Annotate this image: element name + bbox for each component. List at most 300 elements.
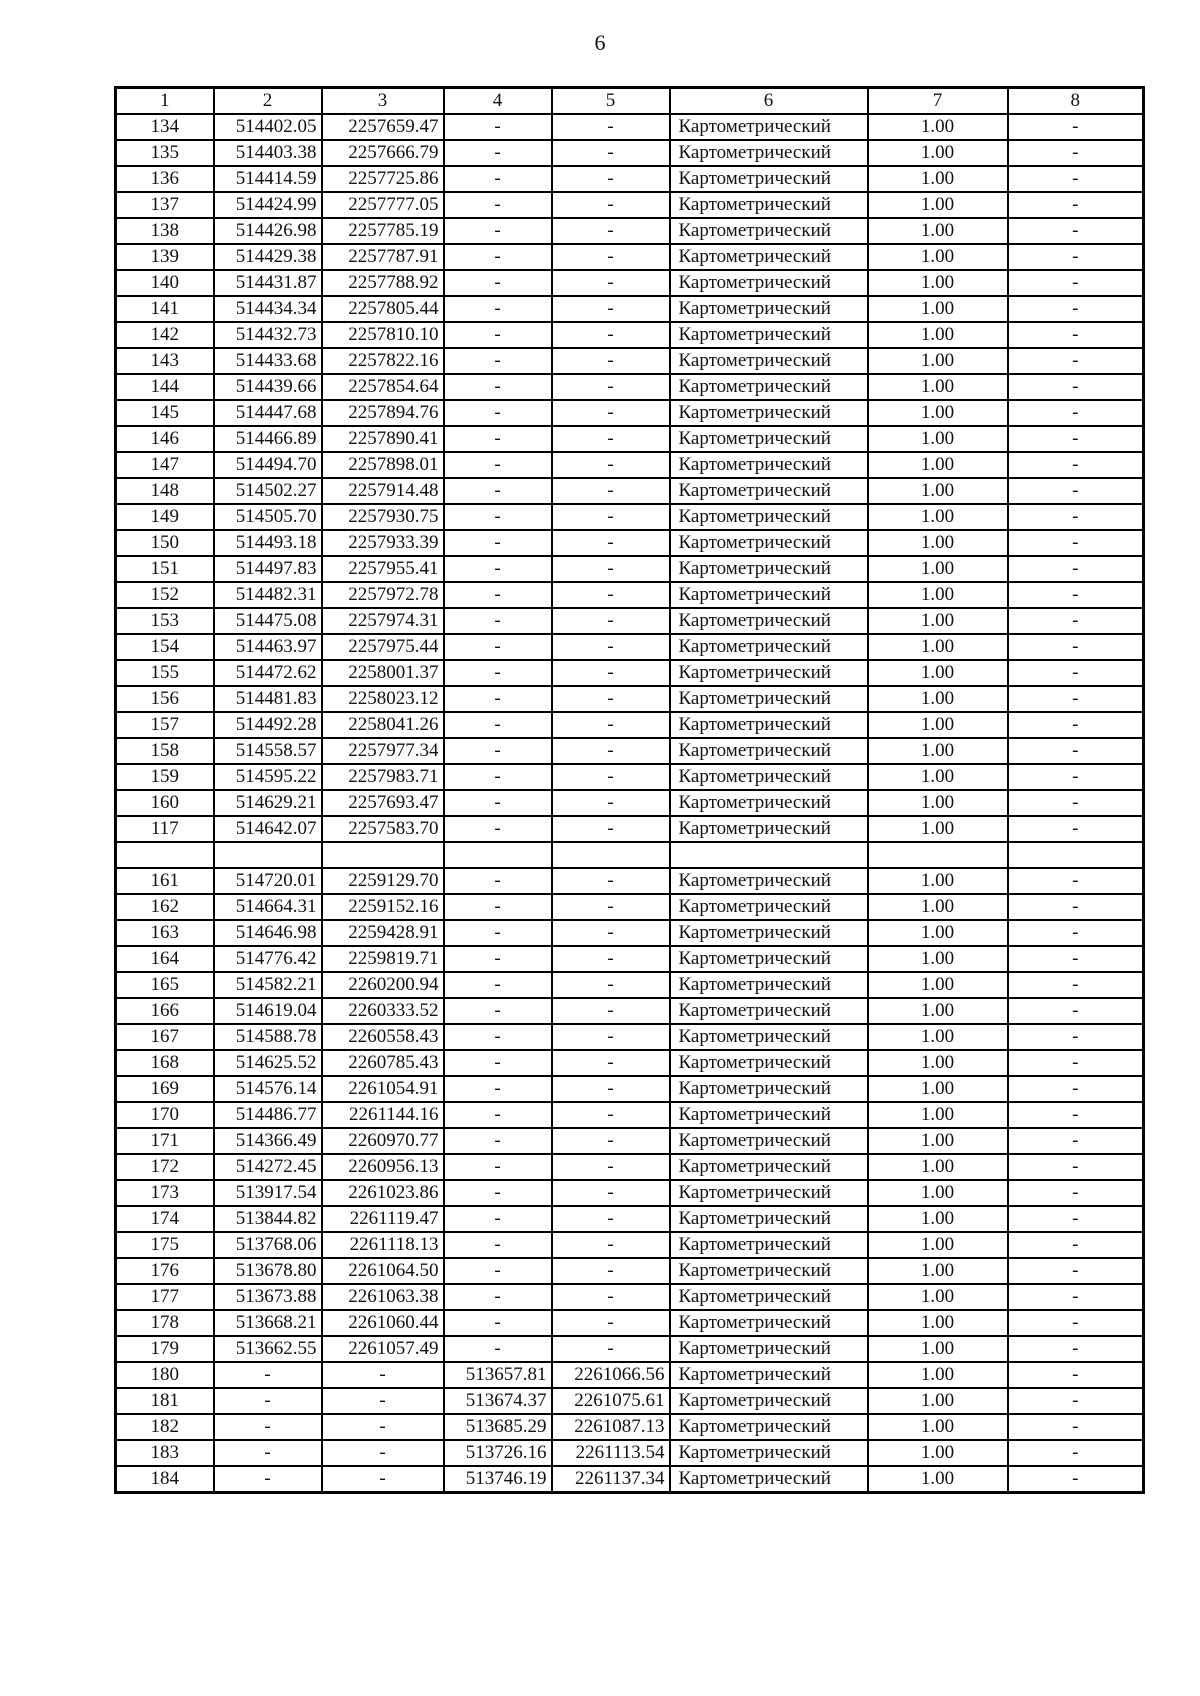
y-coordinate-alt-cell: - (552, 556, 670, 582)
y-coordinate-alt-cell: - (552, 140, 670, 166)
x-coordinate-cell: 514403.38 (214, 140, 322, 166)
y-coordinate-cell: 2261063.38 (322, 1284, 444, 1310)
column-header: 3 (322, 88, 444, 115)
method-cell: Картометрический (670, 946, 868, 972)
point-number-cell: 149 (116, 504, 214, 530)
accuracy-cell: 1.00 (868, 1050, 1008, 1076)
method-cell: Картометрический (670, 868, 868, 894)
x-coordinate-cell: 514664.31 (214, 894, 322, 920)
table-row (116, 816, 1144, 842)
accuracy-cell: 1.00 (868, 322, 1008, 348)
x-coordinate-cell: 514447.68 (214, 400, 322, 426)
y-coordinate-cell: 2257890.41 (322, 426, 444, 452)
method-cell: Картометрический (670, 1336, 868, 1362)
x-coordinate-alt-cell: - (444, 452, 552, 478)
description-cell: - (1008, 1076, 1144, 1102)
x-coordinate-cell: 514475.08 (214, 608, 322, 634)
x-coordinate-alt-cell: - (444, 660, 552, 686)
y-coordinate-cell (322, 842, 444, 868)
y-coordinate-cell: 2258041.26 (322, 712, 444, 738)
description-cell: - (1008, 1466, 1144, 1493)
y-coordinate-alt-cell: - (552, 504, 670, 530)
y-coordinate-alt-cell: - (552, 348, 670, 374)
table-row (116, 322, 1144, 348)
x-coordinate-alt-cell: - (444, 686, 552, 712)
y-coordinate-cell: 2257894.76 (322, 400, 444, 426)
description-cell: - (1008, 1232, 1144, 1258)
table-row (116, 608, 1144, 634)
description-cell: - (1008, 816, 1144, 842)
method-cell: Картометрический (670, 1284, 868, 1310)
x-coordinate-cell: 514505.70 (214, 504, 322, 530)
page-number: 6 (594, 30, 606, 55)
y-coordinate-cell: 2261060.44 (322, 1310, 444, 1336)
y-coordinate-cell: - (322, 1388, 444, 1414)
y-coordinate-cell: 2257930.75 (322, 504, 444, 530)
accuracy-cell: 1.00 (868, 1362, 1008, 1388)
x-coordinate-alt-cell: - (444, 946, 552, 972)
accuracy-cell: 1.00 (868, 374, 1008, 400)
y-coordinate-alt-cell: - (552, 114, 670, 140)
y-coordinate-alt-cell: - (552, 1050, 670, 1076)
y-coordinate-alt-cell: - (552, 582, 670, 608)
method-cell: Картометрический (670, 972, 868, 998)
x-coordinate-alt-cell: - (444, 816, 552, 842)
accuracy-cell: 1.00 (868, 426, 1008, 452)
accuracy-cell: 1.00 (868, 1154, 1008, 1180)
y-coordinate-cell: 2257787.91 (322, 244, 444, 270)
x-coordinate-cell: 513768.06 (214, 1232, 322, 1258)
y-coordinate-alt-cell: - (552, 894, 670, 920)
x-coordinate-alt-cell: - (444, 1128, 552, 1154)
y-coordinate-cell: 2260956.13 (322, 1154, 444, 1180)
accuracy-cell: 1.00 (868, 140, 1008, 166)
column-header: 6 (670, 88, 868, 115)
method-cell: Картометрический (670, 452, 868, 478)
description-cell: - (1008, 1180, 1144, 1206)
accuracy-cell: 1.00 (868, 270, 1008, 296)
x-coordinate-cell: 513673.88 (214, 1284, 322, 1310)
point-number-cell: 170 (116, 1102, 214, 1128)
y-coordinate-alt-cell: - (552, 868, 670, 894)
accuracy-cell: 1.00 (868, 1284, 1008, 1310)
table-body (116, 114, 1144, 1493)
x-coordinate-alt-cell: - (444, 322, 552, 348)
coordinates-table (114, 86, 1145, 1494)
y-coordinate-cell: 2259819.71 (322, 946, 444, 972)
accuracy-cell: 1.00 (868, 1466, 1008, 1493)
accuracy-cell: 1.00 (868, 816, 1008, 842)
table-row (116, 530, 1144, 556)
x-coordinate-cell: 514482.31 (214, 582, 322, 608)
accuracy-cell: 1.00 (868, 998, 1008, 1024)
accuracy-cell: 1.00 (868, 582, 1008, 608)
point-number-cell: 156 (116, 686, 214, 712)
description-cell: - (1008, 1414, 1144, 1440)
point-number-cell: 176 (116, 1258, 214, 1284)
x-coordinate-alt-cell: - (444, 556, 552, 582)
method-cell: Картометрический (670, 1180, 868, 1206)
y-coordinate-cell: 2257693.47 (322, 790, 444, 816)
accuracy-cell: 1.00 (868, 452, 1008, 478)
description-cell: - (1008, 1258, 1144, 1284)
table-row (116, 1128, 1144, 1154)
x-coordinate-alt-cell: - (444, 166, 552, 192)
x-coordinate-cell: 513662.55 (214, 1336, 322, 1362)
point-number-cell: 154 (116, 634, 214, 660)
y-coordinate-cell: - (322, 1440, 444, 1466)
accuracy-cell (868, 842, 1008, 868)
point-number-cell: 171 (116, 1128, 214, 1154)
method-cell: Картометрический (670, 660, 868, 686)
accuracy-cell: 1.00 (868, 868, 1008, 894)
x-coordinate-cell: 514720.01 (214, 868, 322, 894)
point-number-cell: 162 (116, 894, 214, 920)
x-coordinate-cell: 514492.28 (214, 712, 322, 738)
y-coordinate-cell: 2259152.16 (322, 894, 444, 920)
x-coordinate-alt-cell: - (444, 296, 552, 322)
x-coordinate-alt-cell: - (444, 1050, 552, 1076)
point-number-cell: 147 (116, 452, 214, 478)
y-coordinate-cell: - (322, 1362, 444, 1388)
table-row (116, 1362, 1144, 1388)
y-coordinate-cell: 2259428.91 (322, 920, 444, 946)
accuracy-cell: 1.00 (868, 1310, 1008, 1336)
method-cell: Картометрический (670, 192, 868, 218)
x-coordinate-alt-cell: - (444, 140, 552, 166)
method-cell: Картометрический (670, 1310, 868, 1336)
x-coordinate-alt-cell: - (444, 244, 552, 270)
y-coordinate-cell: 2261023.86 (322, 1180, 444, 1206)
description-cell: - (1008, 920, 1144, 946)
point-number-cell: 172 (116, 1154, 214, 1180)
description-cell: - (1008, 556, 1144, 582)
accuracy-cell: 1.00 (868, 1180, 1008, 1206)
y-coordinate-alt-cell: - (552, 1154, 670, 1180)
table-row (116, 634, 1144, 660)
method-cell: Картометрический (670, 1388, 868, 1414)
accuracy-cell: 1.00 (868, 686, 1008, 712)
description-cell: - (1008, 114, 1144, 140)
description-cell: - (1008, 1440, 1144, 1466)
point-number-cell: 138 (116, 218, 214, 244)
method-cell: Картометрический (670, 894, 868, 920)
y-coordinate-cell: 2260970.77 (322, 1128, 444, 1154)
y-coordinate-cell: 2257725.86 (322, 166, 444, 192)
x-coordinate-cell: 514426.98 (214, 218, 322, 244)
point-number-cell: 165 (116, 972, 214, 998)
point-number-cell: 151 (116, 556, 214, 582)
table-row (116, 426, 1144, 452)
accuracy-cell: 1.00 (868, 946, 1008, 972)
x-coordinate-alt-cell: - (444, 764, 552, 790)
table-row (116, 166, 1144, 192)
x-coordinate-cell: 514625.52 (214, 1050, 322, 1076)
description-cell: - (1008, 400, 1144, 426)
point-number-cell: 137 (116, 192, 214, 218)
y-coordinate-alt-cell: - (552, 1232, 670, 1258)
table-row (116, 1336, 1144, 1362)
table-row (116, 556, 1144, 582)
method-cell: Картометрический (670, 218, 868, 244)
accuracy-cell: 1.00 (868, 1440, 1008, 1466)
description-cell: - (1008, 1102, 1144, 1128)
point-number-cell: 166 (116, 998, 214, 1024)
table-row (116, 296, 1144, 322)
table-row (116, 712, 1144, 738)
y-coordinate-alt-cell: - (552, 660, 670, 686)
y-coordinate-cell: 2261064.50 (322, 1258, 444, 1284)
y-coordinate-cell: 2257972.78 (322, 582, 444, 608)
accuracy-cell: 1.00 (868, 296, 1008, 322)
accuracy-cell: 1.00 (868, 1258, 1008, 1284)
table-row (116, 1440, 1144, 1466)
table-row (116, 1076, 1144, 1102)
x-coordinate-cell: 514588.78 (214, 1024, 322, 1050)
y-coordinate-cell: 2260785.43 (322, 1050, 444, 1076)
x-coordinate-alt-cell: - (444, 1258, 552, 1284)
x-coordinate-alt-cell: - (444, 374, 552, 400)
table-row (116, 218, 1144, 244)
x-coordinate-alt-cell: 513685.29 (444, 1414, 552, 1440)
method-cell: Картометрический (670, 1258, 868, 1284)
point-number-cell: 135 (116, 140, 214, 166)
y-coordinate-cell: 2257785.19 (322, 218, 444, 244)
y-coordinate-alt-cell: - (552, 816, 670, 842)
x-coordinate-alt-cell: - (444, 998, 552, 1024)
description-cell: - (1008, 166, 1144, 192)
y-coordinate-alt-cell: - (552, 322, 670, 348)
description-cell: - (1008, 1024, 1144, 1050)
description-cell: - (1008, 452, 1144, 478)
x-coordinate-cell: 514272.45 (214, 1154, 322, 1180)
x-coordinate-cell: 514493.18 (214, 530, 322, 556)
point-number-cell: 183 (116, 1440, 214, 1466)
y-coordinate-alt-cell: - (552, 1310, 670, 1336)
point-number-cell: 155 (116, 660, 214, 686)
accuracy-cell: 1.00 (868, 660, 1008, 686)
accuracy-cell: 1.00 (868, 218, 1008, 244)
point-number-cell: 174 (116, 1206, 214, 1232)
description-cell: - (1008, 1336, 1144, 1362)
accuracy-cell: 1.00 (868, 972, 1008, 998)
x-coordinate-cell: - (214, 1362, 322, 1388)
y-coordinate-cell: 2259129.70 (322, 868, 444, 894)
x-coordinate-cell: 513844.82 (214, 1206, 322, 1232)
table-row (116, 1388, 1144, 1414)
table-row (116, 1232, 1144, 1258)
method-cell: Картометрический (670, 1440, 868, 1466)
y-coordinate-alt-cell: - (552, 634, 670, 660)
accuracy-cell: 1.00 (868, 738, 1008, 764)
description-cell: - (1008, 192, 1144, 218)
method-cell: Картометрический (670, 322, 868, 348)
y-coordinate-cell: 2257983.71 (322, 764, 444, 790)
x-coordinate-alt-cell: - (444, 868, 552, 894)
description-cell: - (1008, 946, 1144, 972)
x-coordinate-cell: 514429.38 (214, 244, 322, 270)
point-number-cell: 117 (116, 816, 214, 842)
y-coordinate-cell: 2257788.92 (322, 270, 444, 296)
accuracy-cell: 1.00 (868, 1024, 1008, 1050)
table-row (116, 478, 1144, 504)
method-cell: Картометрический (670, 270, 868, 296)
y-coordinate-cell: 2257659.47 (322, 114, 444, 140)
method-cell: Картометрический (670, 764, 868, 790)
point-number-cell: 145 (116, 400, 214, 426)
x-coordinate-alt-cell: - (444, 1180, 552, 1206)
x-coordinate-alt-cell: - (444, 1076, 552, 1102)
description-cell: - (1008, 1128, 1144, 1154)
method-cell: Картометрический (670, 634, 868, 660)
x-coordinate-alt-cell: - (444, 114, 552, 140)
x-coordinate-cell: 514414.59 (214, 166, 322, 192)
description-cell: - (1008, 998, 1144, 1024)
x-coordinate-alt-cell: - (444, 504, 552, 530)
table-row (116, 1206, 1144, 1232)
y-coordinate-cell: 2257854.64 (322, 374, 444, 400)
accuracy-cell: 1.00 (868, 530, 1008, 556)
y-coordinate-cell: 2257914.48 (322, 478, 444, 504)
description-cell: - (1008, 504, 1144, 530)
method-cell: Картометрический (670, 374, 868, 400)
point-number-cell: 161 (116, 868, 214, 894)
table-row (116, 998, 1144, 1024)
accuracy-cell: 1.00 (868, 712, 1008, 738)
table-row (116, 244, 1144, 270)
point-number-cell: 152 (116, 582, 214, 608)
description-cell: - (1008, 322, 1144, 348)
y-coordinate-cell: 2257583.70 (322, 816, 444, 842)
x-coordinate-alt-cell (444, 842, 552, 868)
accuracy-cell: 1.00 (868, 1336, 1008, 1362)
x-coordinate-cell: 514481.83 (214, 686, 322, 712)
point-number-cell: 134 (116, 114, 214, 140)
x-coordinate-alt-cell: - (444, 1336, 552, 1362)
point-number-cell: 163 (116, 920, 214, 946)
point-number-cell: 150 (116, 530, 214, 556)
x-coordinate-cell: 514642.07 (214, 816, 322, 842)
y-coordinate-alt-cell: - (552, 1076, 670, 1102)
point-number-cell: 177 (116, 1284, 214, 1310)
y-coordinate-alt-cell: - (552, 452, 670, 478)
y-coordinate-alt-cell: - (552, 764, 670, 790)
point-number-cell: 180 (116, 1362, 214, 1388)
y-coordinate-alt-cell: - (552, 426, 670, 452)
description-cell: - (1008, 1206, 1144, 1232)
accuracy-cell: 1.00 (868, 348, 1008, 374)
method-cell: Картометрический (670, 1232, 868, 1258)
accuracy-cell: 1.00 (868, 1076, 1008, 1102)
description-cell: - (1008, 1050, 1144, 1076)
accuracy-cell: 1.00 (868, 192, 1008, 218)
y-coordinate-alt-cell: - (552, 1102, 670, 1128)
x-coordinate-cell: 513678.80 (214, 1258, 322, 1284)
x-coordinate-cell: 514434.34 (214, 296, 322, 322)
point-number-cell: 182 (116, 1414, 214, 1440)
x-coordinate-cell: 514595.22 (214, 764, 322, 790)
x-coordinate-cell: 514576.14 (214, 1076, 322, 1102)
x-coordinate-alt-cell: - (444, 1102, 552, 1128)
y-coordinate-cell: 2257898.01 (322, 452, 444, 478)
y-coordinate-alt-cell: - (552, 192, 670, 218)
y-coordinate-alt-cell: - (552, 608, 670, 634)
method-cell: Картометрический (670, 504, 868, 530)
table-row (116, 1414, 1144, 1440)
table-row (116, 686, 1144, 712)
table-row (116, 1024, 1144, 1050)
method-cell: Картометрический (670, 738, 868, 764)
point-number-cell: 184 (116, 1466, 214, 1493)
method-cell: Картометрический (670, 244, 868, 270)
accuracy-cell: 1.00 (868, 114, 1008, 140)
accuracy-cell: 1.00 (868, 556, 1008, 582)
method-cell: Картометрический (670, 608, 868, 634)
y-coordinate-alt-cell: - (552, 1024, 670, 1050)
table-row (116, 452, 1144, 478)
y-coordinate-alt-cell: 2261137.34 (552, 1466, 670, 1493)
y-coordinate-alt-cell: 2261075.61 (552, 1388, 670, 1414)
x-coordinate-alt-cell: - (444, 270, 552, 296)
point-number-cell: 181 (116, 1388, 214, 1414)
x-coordinate-alt-cell: - (444, 426, 552, 452)
method-cell: Картометрический (670, 166, 868, 192)
x-coordinate-alt-cell: - (444, 1232, 552, 1258)
table-row (116, 1284, 1144, 1310)
x-coordinate-alt-cell: - (444, 1206, 552, 1232)
x-coordinate-alt-cell: 513674.37 (444, 1388, 552, 1414)
y-coordinate-alt-cell: - (552, 244, 670, 270)
y-coordinate-alt-cell: - (552, 166, 670, 192)
x-coordinate-cell: 514402.05 (214, 114, 322, 140)
table-row (116, 400, 1144, 426)
table-row (116, 192, 1144, 218)
table-row (116, 374, 1144, 400)
y-coordinate-cell: 2257955.41 (322, 556, 444, 582)
method-cell: Картометрический (670, 296, 868, 322)
y-coordinate-alt-cell: - (552, 1128, 670, 1154)
y-coordinate-cell: 2257822.16 (322, 348, 444, 374)
method-cell: Картометрический (670, 1466, 868, 1493)
table-row (116, 972, 1144, 998)
x-coordinate-alt-cell: - (444, 608, 552, 634)
table-row (116, 270, 1144, 296)
y-coordinate-alt-cell: - (552, 400, 670, 426)
y-coordinate-cell: - (322, 1414, 444, 1440)
description-cell: - (1008, 478, 1144, 504)
x-coordinate-alt-cell: - (444, 972, 552, 998)
table-row (116, 140, 1144, 166)
point-number-cell: 158 (116, 738, 214, 764)
x-coordinate-alt-cell: - (444, 582, 552, 608)
method-cell: Картометрический (670, 400, 868, 426)
x-coordinate-alt-cell: 513726.16 (444, 1440, 552, 1466)
x-coordinate-alt-cell: - (444, 1284, 552, 1310)
table-row (116, 1310, 1144, 1336)
y-coordinate-alt-cell: - (552, 998, 670, 1024)
accuracy-cell: 1.00 (868, 1232, 1008, 1258)
method-cell: Картометрический (670, 1102, 868, 1128)
column-header: 1 (116, 88, 214, 115)
column-header: 5 (552, 88, 670, 115)
method-cell: Картометрический (670, 920, 868, 946)
y-coordinate-cell: 2257977.34 (322, 738, 444, 764)
accuracy-cell: 1.00 (868, 920, 1008, 946)
point-number-cell: 179 (116, 1336, 214, 1362)
y-coordinate-alt-cell: 2261087.13 (552, 1414, 670, 1440)
accuracy-cell: 1.00 (868, 1128, 1008, 1154)
table-row (116, 842, 1144, 868)
